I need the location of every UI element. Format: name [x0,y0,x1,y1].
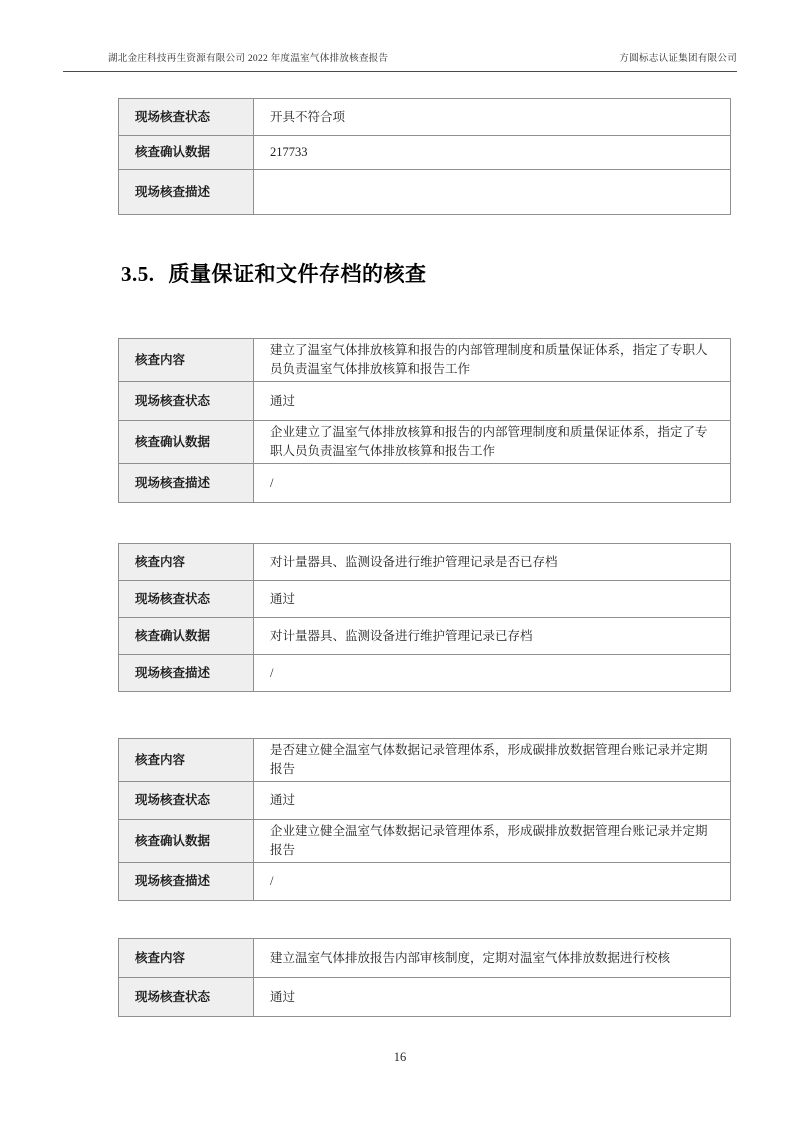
quality-assurance-check-table-4 [118,938,731,1017]
row-value-cell: 通过 [254,382,731,421]
row-label-cell: 现场核查状态 [119,978,254,1017]
table-row [119,170,731,215]
table-row [119,782,731,820]
row-label-cell: 现场核查状态 [119,99,254,136]
row-value-cell: 通过 [254,978,731,1017]
row-label-cell: 现场核查描述 [119,170,254,215]
header-org-name: 方圆标志认证集团有限公司 [619,54,737,64]
row-value-cell: / [254,863,731,901]
quality-assurance-check-table-2 [118,543,731,692]
row-label-cell: 现场核查描述 [119,464,254,503]
table-row [119,464,731,503]
row-label-cell: 现场核查描述 [119,655,254,692]
page-footer [0,1050,800,1065]
row-value-cell: 是否建立健全温室气体数据记录管理体系，形成碳排放数据管理台账记录并定期报告 [254,739,731,782]
table-row [119,978,731,1017]
row-value-cell: 对计量器具、监测设备进行维护管理记录是否已存档 [254,544,731,581]
row-value-cell: 开具不符合项 [254,99,731,136]
table-row [119,99,731,136]
row-value-cell: 217733 [254,136,731,170]
section-heading [121,258,427,288]
page-header [63,50,737,72]
header-doc-title: 湖北金庄科技再生资源有限公司 2022 年度温室气体排放核查报告 [108,54,389,64]
table-row [119,581,731,618]
row-value-cell: 通过 [254,581,731,618]
row-label-cell: 核查确认数据 [119,820,254,863]
table-row [119,618,731,655]
row-value-cell: 企业建立了温室气体排放核算和报告的内部管理制度和质量保证体系，指定了专职人员负责温室气体排放核算和报告工作 [254,421,731,464]
row-value-cell: 建立温室气体排放报告内部审核制度，定期对温室气体排放数据进行校核 [254,939,731,978]
table-row [119,339,731,382]
row-value-cell: 建立了温室气体排放核算和报告的内部管理制度和质量保证体系，指定了专职人员负责温室气体排放核算和报告工作 [254,339,731,382]
quality-assurance-check-table-1 [118,338,731,503]
quality-assurance-check-table-3 [118,738,731,901]
onsite-check-result-table [118,98,731,215]
row-label-cell: 核查内容 [119,939,254,978]
row-label-cell: 现场核查描述 [119,863,254,901]
page-number: 16 [393,1050,407,1064]
table-row [119,544,731,581]
table-row [119,739,731,782]
row-label-cell: 核查内容 [119,339,254,382]
row-label-cell: 核查确认数据 [119,618,254,655]
row-value-cell [254,170,731,215]
table-row [119,863,731,901]
table-row [119,382,731,421]
row-label-cell: 核查内容 [119,739,254,782]
table-row [119,655,731,692]
row-label-cell: 现场核查状态 [119,581,254,618]
row-value-cell: 企业建立健全温室气体数据记录管理体系，形成碳排放数据管理台账记录并定期报告 [254,820,731,863]
table-row [119,421,731,464]
table-row [119,939,731,978]
row-label-cell: 现场核查状态 [119,782,254,820]
row-label-cell: 核查确认数据 [119,136,254,170]
section-number: 3.5. [121,262,155,286]
row-value-cell: 对计量器具、监测设备进行维护管理记录已存档 [254,618,731,655]
row-label-cell: 核查内容 [119,544,254,581]
row-value-cell: / [254,464,731,503]
row-value-cell: 通过 [254,782,731,820]
row-label-cell: 现场核查状态 [119,382,254,421]
row-label-cell: 核查确认数据 [119,421,254,464]
table-row [119,820,731,863]
section-title: 质量保证和文件存档的核查 [168,262,427,286]
row-value-cell: / [254,655,731,692]
table-row [119,136,731,170]
